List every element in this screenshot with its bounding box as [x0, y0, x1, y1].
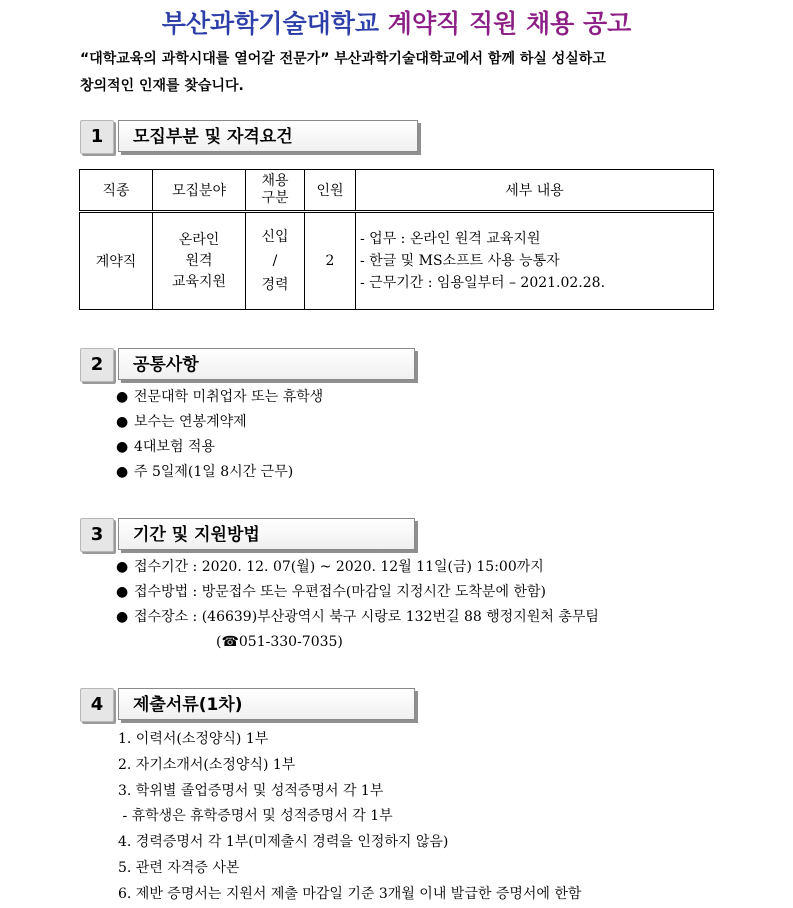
- section-number: 4: [80, 688, 114, 722]
- cell-details: [356, 212, 714, 310]
- section-number: 2: [80, 348, 114, 382]
- field-line: 원격: [185, 252, 213, 269]
- list-item: 6. 제반 증명서는 지원서 제출 마감일 기준 3개월 이내 발급한 증명서에 한함: [118, 885, 582, 902]
- cell-job-type: 계약직: [80, 212, 153, 310]
- common-list: [116, 385, 323, 485]
- header-count: 인원: [305, 170, 356, 212]
- list-item-text: 전문대학 미취업자 또는 휴학생: [134, 389, 324, 405]
- list-item: [116, 410, 323, 435]
- intro-line-1: “대학교육의 과학시대를 열어갈 전문가” 부산과학기술대학교에서 함께 하실 성실하고: [80, 51, 606, 67]
- header-hire-type: 채용 구분: [246, 170, 305, 212]
- header-details: 세부 내용: [356, 170, 714, 212]
- list-item: 4. 경력증명서 각 1부(미제출시 경력을 인정하지 않음): [118, 834, 449, 851]
- table-header-row: [80, 170, 714, 212]
- section-title: 제출서류(1차): [118, 688, 415, 720]
- header-field: 모집분야: [153, 170, 246, 212]
- bullet-icon: ●: [116, 414, 129, 430]
- list-item-text: 보수는 연봉계약제: [134, 414, 247, 430]
- list-item: - 휴학생은 휴학증명서 및 성적증명서 각 1부: [118, 808, 393, 825]
- requirements-table: [79, 169, 714, 310]
- list-item: 1. 이력서(소정양식) 1부: [118, 731, 269, 747]
- contact-phone: (☎051-330-7035): [216, 634, 343, 650]
- list-item: [116, 555, 599, 580]
- list-item: 3. 학위별 졸업증명서 및 성적증명서 각 1부: [118, 782, 384, 799]
- list-item: [116, 460, 323, 485]
- bullet-icon: ●: [116, 609, 129, 625]
- list-item-text: 접수방법 : 방문접수 또는 우편접수(마감일 지정시간 도착분에 한함): [134, 584, 546, 600]
- cell-field: [153, 212, 246, 310]
- field-line: 교육지원: [171, 273, 227, 290]
- cell-hire-type: [246, 212, 305, 310]
- documents-list: [118, 727, 581, 908]
- section-title: 모집부분 및 자격요건: [118, 120, 418, 152]
- bullet-icon: ●: [116, 439, 129, 455]
- bullet-icon: ●: [116, 464, 129, 480]
- title-announcement: 계약직 직원 채용 공고: [387, 9, 632, 38]
- list-item-text: 접수장소 : (46639)부산광역시 북구 시랑로 132번길 88 행정지원처 총무팀: [134, 609, 599, 625]
- table-row: [80, 212, 714, 310]
- list-item-text: 접수기간 : 2020. 12. 07(월) ~ 2020. 12월 11일(금) 15:00까지: [134, 559, 544, 575]
- header-job-type: 직종: [80, 170, 153, 212]
- detail-line: - 근무기간 : 임용일부터 – 2021.02.28.: [360, 275, 606, 291]
- hire-line: 신입: [261, 229, 289, 245]
- bullet-icon: ●: [116, 559, 129, 575]
- cell-count: 2: [305, 212, 356, 310]
- bullet-icon: ●: [116, 584, 129, 600]
- hire-line: 경력: [261, 277, 289, 293]
- detail-line: - 업무 : 온라인 원격 교육지원: [360, 231, 541, 247]
- list-item: [116, 435, 323, 460]
- page-title: [0, 4, 793, 40]
- section-number: 1: [80, 120, 114, 154]
- section-title: 기간 및 지원방법: [118, 518, 415, 550]
- list-item-text: 4대보험 적용: [134, 439, 215, 455]
- intro-line-2: 창의적인 인재를 찾습니다.: [80, 78, 244, 94]
- section-title: 공통사항: [118, 348, 415, 380]
- hire-line: /: [272, 253, 278, 269]
- title-university: 부산과학기술대학교: [161, 9, 380, 38]
- application-list: [116, 555, 599, 655]
- list-item: 5. 관련 자격증 사본: [118, 859, 240, 876]
- list-item: [116, 605, 599, 630]
- section-number: 3: [80, 518, 114, 552]
- intro-text: [80, 46, 740, 100]
- list-item-text: 주 5일제(1일 8시간 근무): [134, 464, 294, 480]
- list-item: [116, 580, 599, 605]
- list-item: [116, 385, 323, 410]
- list-item: 2. 자기소개서(소정양식) 1부: [118, 756, 296, 773]
- detail-line: - 한글 및 MS소프트 사용 능통자: [360, 253, 560, 269]
- bullet-icon: ●: [116, 389, 129, 405]
- field-line: 온라인: [178, 231, 220, 248]
